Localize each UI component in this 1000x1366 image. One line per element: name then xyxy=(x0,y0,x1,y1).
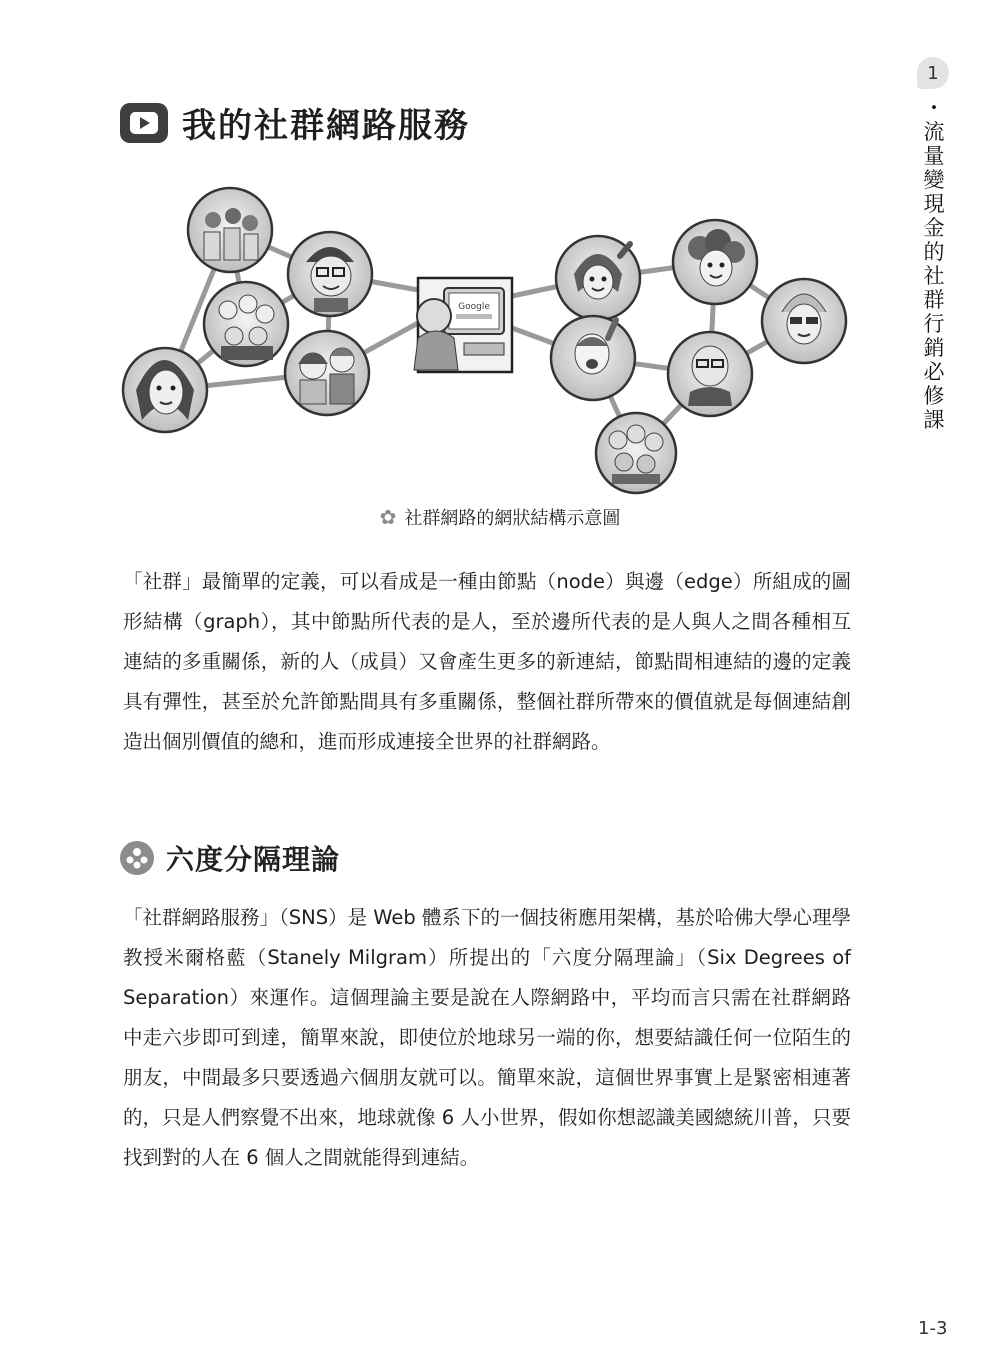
section-heading xyxy=(120,98,470,147)
chapter-title-vertical: ・流量變現金的社群行銷必修課 xyxy=(923,96,945,432)
subsection-title: 六度分隔理論 xyxy=(166,843,341,876)
gear-icon: ✿ xyxy=(379,505,397,529)
chapter-number-badge: 1 xyxy=(917,57,949,89)
node-group-party xyxy=(188,188,272,272)
paragraph-six-degrees: 「社群網路服務」（SNS）是 Web 體系下的一個技術應用架構，基於哈佛大學心理學教授米爾格藍（Stanely Milgram）所提出的「六度分隔理論」（Six Degrees of Separation）來運作。這個理論主要是說在人際網路中，平均而言只需在社群網路中走六步即可到達，簡單來說，即使位於地球另一端的你，想要結識任何一位陌生的朋友，中間最多只要透過六個朋友就可以。簡單來說，這個世界事實上是緊密相連著的，只是人們察覺不出來，地球就像 6 人小世界，假如你想認識美國總統川普，只要找到對的人在 6 個人之間就能得到連結。 xyxy=(123,906,852,1169)
video-play-icon xyxy=(120,103,168,143)
figure-caption xyxy=(0,504,1000,530)
node-couple xyxy=(285,331,369,415)
node-computer-user xyxy=(414,278,512,372)
section-title: 我的社群網路服務 xyxy=(182,106,470,146)
people-group-icon xyxy=(120,841,154,875)
node-group-friends xyxy=(204,282,288,366)
node-crowd xyxy=(596,413,676,493)
page-number: 1-3 xyxy=(918,1318,948,1339)
social-network-diagram xyxy=(118,178,854,496)
screen-google-text: Google xyxy=(458,302,490,312)
node-woman-curly xyxy=(673,220,757,304)
node-man-sunglasses xyxy=(762,279,846,363)
node-woman-face xyxy=(123,348,207,432)
node-old-man xyxy=(668,332,752,416)
node-boy-cheer xyxy=(551,316,635,400)
node-girl-waving xyxy=(556,236,640,320)
figure-caption-text: 社群網路的網狀結構示意圖 xyxy=(404,508,621,529)
node-man-glasses xyxy=(288,232,372,316)
paragraph-community-definition: 「社群」最簡單的定義，可以看成是一種由節點（node）與邊（edge）所組成的圖形結構（graph），其中節點所代表的是人，至於邊所代表的是人與人之間各種相互連結的多重關係，新的人（成員）又會產生更多的新連結，節點間相連結的邊的定義具有彈性，甚至於允許節點間具有多重關係，整個社群所帶來的價值就是每個連結創造出個別價值的總和，進而形成連接全世界的社群網路。 xyxy=(123,570,851,753)
subsection-heading xyxy=(120,838,340,878)
